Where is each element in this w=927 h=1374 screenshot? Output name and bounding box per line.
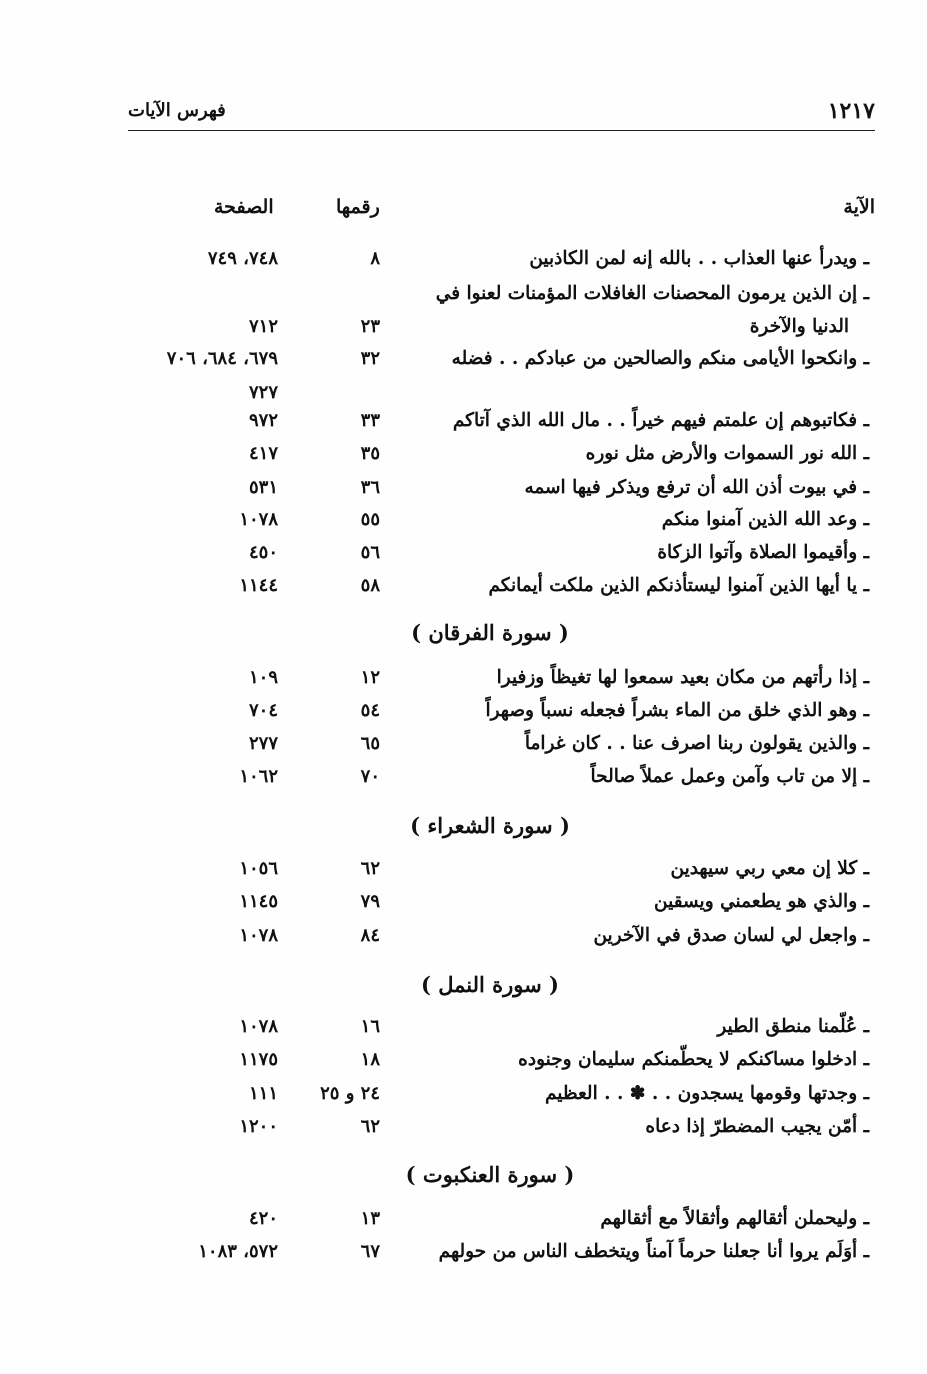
index-row	[0, 382, 927, 412]
ayah-text: ـ وعد الله الذين آمنوا منكم	[661, 509, 869, 530]
ayah-number: ٣٣	[360, 410, 380, 431]
page-references: ١٠٥٦	[239, 858, 278, 879]
index-title: فهرس الآيات	[128, 100, 226, 121]
page-references: ١١٤٤	[239, 575, 278, 596]
ayah-text: ـ وليحملن أثقالهم وأثقالاً مع أثقالهم	[600, 1208, 869, 1229]
page-references: ٢٧٧	[248, 733, 278, 754]
ayah-number: ٦٢	[360, 1116, 380, 1137]
index-row	[0, 1016, 927, 1046]
ayah-text: ـ وجدتها وقومها يسجدون . . ✽ . . العظيم	[544, 1083, 869, 1104]
index-row	[0, 348, 927, 378]
page-references: ٤٥٠	[248, 542, 278, 563]
ayah-text: الدنيا والآخرة	[749, 316, 849, 337]
ayah-text: ـ وهو الذي خلق من الماء بشراً فجعله نسباً وصهراً	[485, 700, 869, 721]
ayah-number: ٦٥	[360, 733, 380, 754]
index-row	[0, 1083, 927, 1113]
ayah-text: ـ إن الذين يرمون المحصنات الغافلات المؤمنات لعنوا في	[435, 283, 869, 304]
ayah-text: ـ إلا من تاب وآمن وعمل عملاً صالحاً	[590, 766, 869, 787]
index-row	[0, 858, 927, 888]
page-references: ٧٠٤	[248, 700, 278, 721]
index-row	[0, 542, 927, 572]
index-row	[0, 733, 927, 763]
index-row	[0, 766, 927, 796]
index-row	[0, 1208, 927, 1238]
page-references: ١٠٩	[248, 667, 278, 688]
ayah-text: ـ أمّن يجيب المضطرّ إذا دعاه	[645, 1116, 869, 1137]
column-header-ayah: الآية	[843, 196, 875, 218]
ayah-text: ـ كلا إن معي ربي سيهدين	[670, 858, 869, 879]
ayah-text: ـ وأقيموا الصلاة وآتوا الزكاة	[657, 542, 869, 563]
ayah-number: ١٣	[360, 1208, 380, 1229]
index-row	[0, 477, 927, 507]
ayah-text: ـ أوَلَم يروا أنا جعلنا حرماً آمناً ويتخطف الناس من حولهم	[438, 1241, 869, 1262]
ayah-text: ـ فكاتبوهم إن علمتم فيهم خيراً . . مال الله الذي آتاكم	[452, 410, 869, 431]
ayah-text: ـ عُلّمنا منطق الطير	[717, 1016, 869, 1037]
page-references: ٧٤٨، ٧٤٩	[207, 248, 278, 269]
ayah-text: ـ يا أيها الذين آمنوا ليستأذنكم الذين ملكت أيمانكم	[488, 575, 869, 596]
ayah-number: ٦٢	[360, 858, 380, 879]
page-references: ٧٢٧	[248, 382, 278, 403]
ayah-text: ـ إذا رأتهم من مكان بعيد سمعوا لها تغيظاً وزفيرا	[496, 667, 869, 688]
index-row	[0, 891, 927, 921]
ayah-number: ٣٢	[360, 348, 380, 369]
index-row	[0, 1116, 927, 1146]
index-row	[0, 443, 927, 473]
ayah-text: ـ والذي هو يطعمني ويسقين	[654, 891, 869, 912]
index-row	[0, 316, 927, 346]
page-references: ٩٧٢	[248, 410, 278, 431]
column-header-page: الصفحة	[214, 196, 274, 218]
ayah-number: ٥٤	[360, 700, 380, 721]
column-header-number: رقمها	[336, 196, 380, 218]
ayah-number: ٦٧	[360, 1241, 380, 1262]
page-references: ١٠٧٨	[239, 1016, 278, 1037]
ayah-text: ـ وانكحوا الأيامى منكم والصالحين من عبادكم . . فضله	[451, 348, 869, 369]
page-references: ٧١٢	[248, 316, 278, 337]
index-row	[0, 1049, 927, 1079]
page-number: ١٢١٧	[827, 98, 875, 124]
ayah-text: ـ ويدرأ عنها العذاب . . بالله إنه لمن الكاذبين	[529, 248, 869, 269]
page-references: ١٠٦٢	[239, 766, 278, 787]
page-references: ١٠٧٨	[239, 509, 278, 530]
ayah-number: ٥٦	[360, 542, 380, 563]
page-references: ١١١	[248, 1083, 278, 1104]
ayah-number: ٧٩	[360, 891, 380, 912]
surah-heading: ( سورة الشعراء )	[410, 813, 570, 838]
page-references: ٥٧٢، ١٠٨٣	[198, 1241, 278, 1262]
page-references: ١١٧٥	[239, 1049, 278, 1070]
index-row	[0, 700, 927, 730]
ayah-number: ٢٤ و ٢٥	[320, 1083, 380, 1104]
surah-heading: ( سورة النمل )	[420, 972, 559, 997]
page-references: ١٢٠٠	[239, 1116, 278, 1137]
ayah-text: ـ في بيوت أذن الله أن ترفع ويذكر فيها اسمه	[524, 477, 869, 498]
ayah-number: ٣٥	[360, 443, 380, 464]
running-header	[128, 96, 875, 131]
ayah-number: ٧٠	[360, 766, 380, 787]
page-references: ٤٢٠	[248, 1208, 278, 1229]
index-row	[0, 410, 927, 440]
surah-heading: ( سورة العنكبوت )	[405, 1162, 575, 1187]
index-row	[0, 575, 927, 605]
page-references: ١٠٧٨	[239, 925, 278, 946]
page-references: ٥٣١	[248, 477, 278, 498]
ayah-number: ١٦	[360, 1016, 380, 1037]
surah-heading: ( سورة الفرقان )	[411, 620, 569, 645]
ayah-text: ـ واجعل لي لسان صدق في الآخرين	[593, 925, 869, 946]
ayah-number: ٥٨	[360, 575, 380, 596]
ayah-number: ٣٦	[360, 477, 380, 498]
ayah-text: ـ الله نور السموات والأرض مثل نوره	[585, 443, 869, 464]
page-references: ٤١٧	[248, 443, 278, 464]
ayah-number: ١٢	[360, 667, 380, 688]
ayah-text: ـ والذين يقولون ربنا اصرف عنا . . كان غراماً	[524, 733, 869, 754]
ayah-number: ١٨	[360, 1049, 380, 1070]
index-row	[0, 509, 927, 539]
index-row	[0, 925, 927, 955]
index-row	[0, 248, 927, 278]
ayah-number: ٨	[370, 248, 380, 269]
ayah-number: ٨٤	[360, 925, 380, 946]
index-row	[0, 667, 927, 697]
ayah-text: ـ ادخلوا مساكنكم لا يحطّمنكم سليمان وجنوده	[518, 1049, 869, 1070]
ayah-number: ٥٥	[360, 509, 380, 530]
index-row	[0, 1241, 927, 1271]
page-references: ٦٧٩، ٦٨٤، ٧٠٦	[166, 348, 278, 369]
ayah-number: ٢٣	[360, 316, 380, 337]
page-references: ١١٤٥	[239, 891, 278, 912]
index-row	[0, 283, 927, 313]
